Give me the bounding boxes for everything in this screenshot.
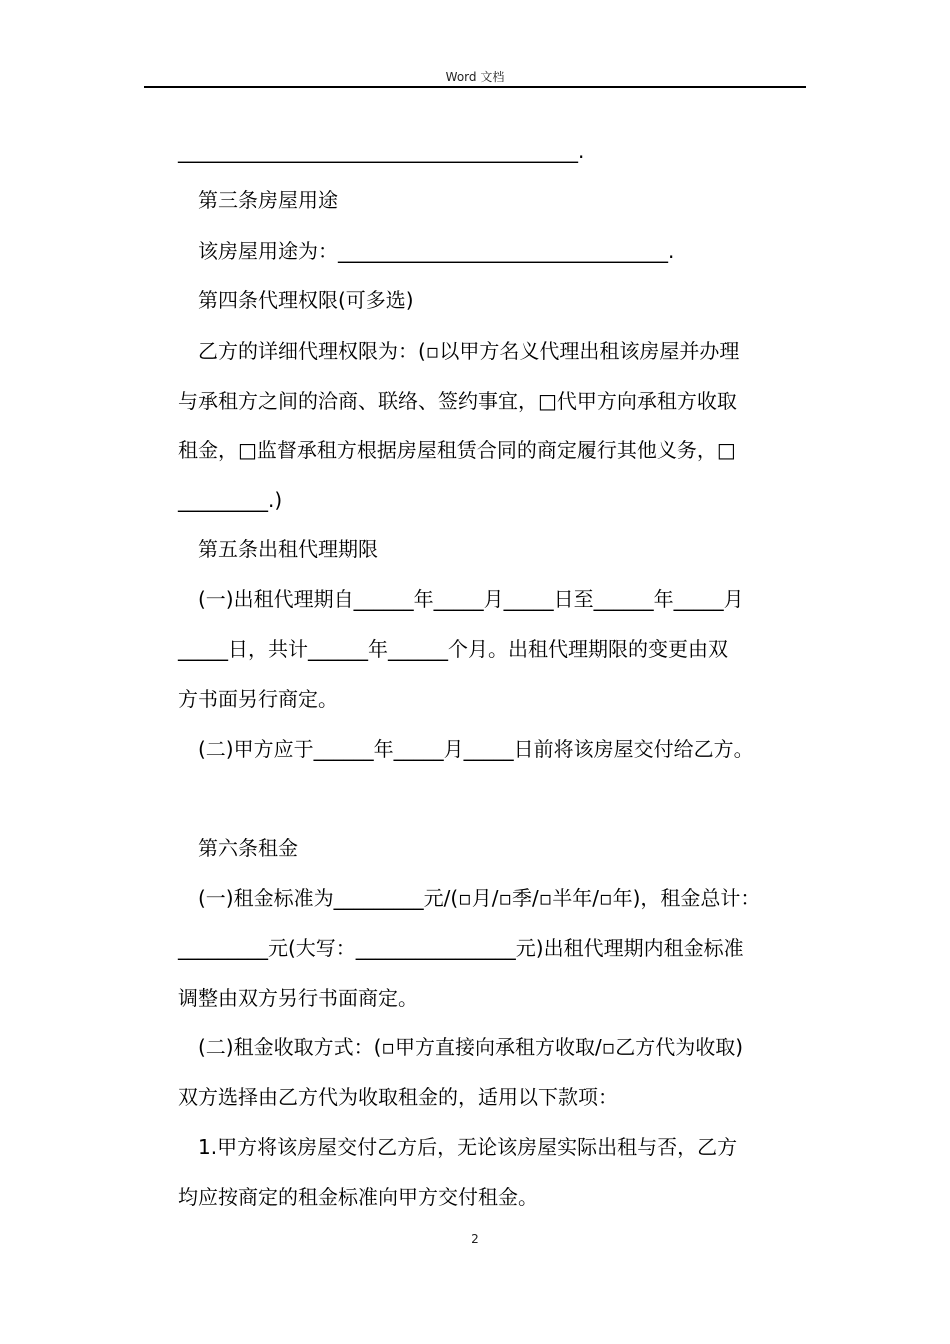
body-line: 方书面另行商定。	[178, 687, 338, 711]
body-line: (二)租金收取方式：(▫甲方直接向承租方收取/▫乙方代为收取)	[178, 1035, 744, 1059]
section-heading: 第六条租金	[178, 836, 298, 860]
body-line: _________元(大写：________________元)出租代理期内租金标准	[178, 936, 744, 960]
body-line: 乙方的详细代理权限为：(▫以甲方名义代理出租该房屋并办理	[178, 339, 740, 363]
section-heading: 第三条房屋用途	[178, 188, 338, 212]
body-line: _________.)	[178, 488, 283, 512]
document-header: Word 文档	[445, 70, 505, 84]
section-heading: 第五条出租代理期限	[178, 537, 378, 561]
body-line: (一)租金标准为_________元/(▫月/▫季/▫半年/▫年)，租金总计：	[178, 886, 761, 910]
body-line: 双方选择由乙方代为收取租金的，适用以下款项：	[178, 1085, 618, 1109]
body-line: 1.甲方将该房屋交付乙方后，无论该房屋实际出租与否，乙方	[178, 1135, 738, 1159]
body-line: _____日，共计______年______个月。出租代理期限的变更由双	[178, 637, 728, 661]
header-rule	[144, 86, 806, 88]
section-heading: 第四条代理权限(可多选)	[178, 288, 414, 312]
body-line: 与承租方之间的洽商、联络、签约事宜，□代甲方向承租方收取	[178, 389, 737, 413]
body-line: (二)甲方应于______年_____月_____日前将该房屋交付给乙方。	[178, 737, 754, 761]
body-line: 租金，□监督承租方根据房屋租赁合同的商定履行其他义务，□	[178, 438, 736, 462]
body-line: 该房屋用途为：_________________________________.	[178, 239, 675, 263]
page-number: 2	[471, 1232, 479, 1246]
body-line: ________________________________________.	[178, 139, 585, 163]
body-line: (一)出租代理期自______年_____月_____日至______年_____月	[178, 587, 744, 611]
body-line: 均应按商定的租金标准向甲方交付租金。	[178, 1185, 538, 1209]
body-line: 调整由双方另行书面商定。	[178, 986, 418, 1010]
